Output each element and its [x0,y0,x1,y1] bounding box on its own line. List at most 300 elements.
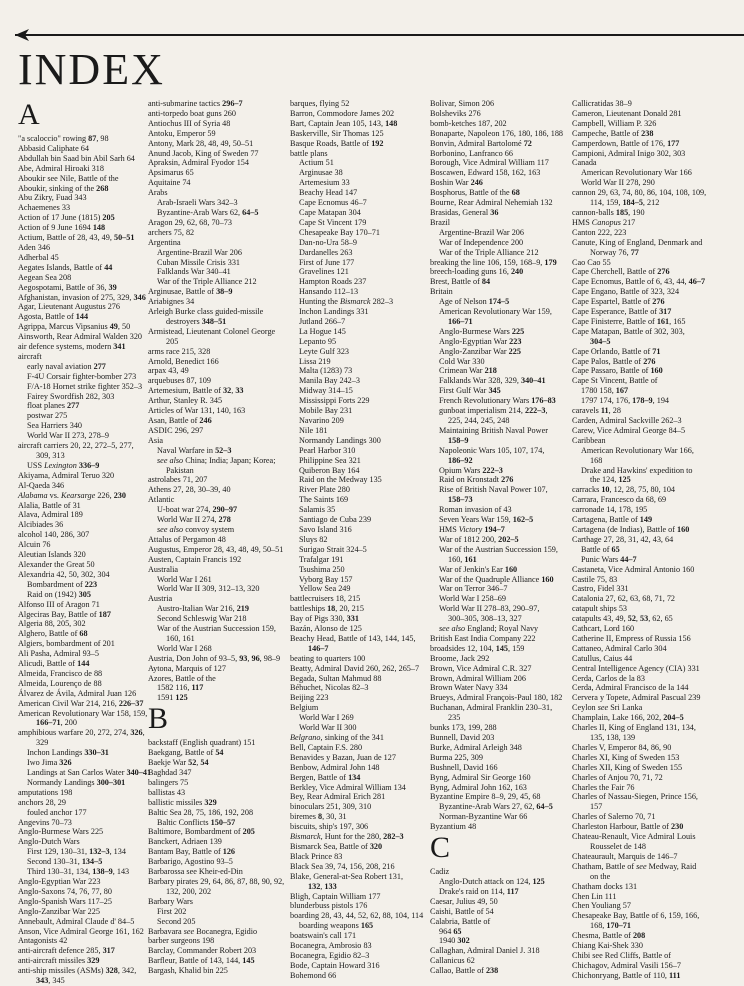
entry-text: Callanicus 62 [430,956,475,966]
entry-text: 305 [78,589,91,599]
index-entry [290,763,424,773]
entry-text: 134–5 [81,857,103,867]
index-entry [18,184,136,194]
entry-text: Age of Nelson [439,297,489,307]
entry-text: Charles of Salerno 70, 71 [572,812,656,822]
index-entry [290,961,424,971]
entry-text: Bohemond 66 [290,970,337,980]
index-subentry [572,466,732,476]
entry-text: 132 [308,881,321,891]
index-entry [18,441,136,451]
entry-text: , 134 [109,847,126,857]
entry-text: Aragon 29, 62, 68, 70–73 [148,217,232,227]
entry-text: Jutland 266–7 [299,316,346,326]
entry-text: French Revolutionary Wars [439,396,532,406]
index-entry [572,832,732,842]
entry-text: Dardanelles 263 [299,247,353,257]
entry-text: Rousselet de 148 [590,841,646,851]
index-entry-continuation [148,317,280,327]
index-entry [290,614,424,624]
entry-text: 64–5 [242,207,259,217]
entry-text: Attalus of Pergamon 48 [148,534,226,544]
entry-text: Bismarck Sea, Battle of [290,841,370,851]
entry-text: 111 [669,970,681,980]
entry-text: Adherbal 45 [18,252,59,262]
entry-text: Chen Lin 111 [572,891,617,901]
entry-text: Belgium [290,703,319,713]
entry-text: U-boat war 274, [157,505,213,515]
index-subentry [290,277,424,287]
entry-text: breech-loading guns 16, [430,267,511,277]
entry-text: Beachy Head, Battle of 143, 144, 145, [290,633,416,643]
entry-text: Agar, Lieutenant Augustus 276 [18,302,120,312]
entry-text: Artemesium 33 [299,178,350,188]
entry-text: , 190 [628,207,645,217]
entry-text: Carden, Admiral Sackville 262–3 [572,416,682,425]
entry-text: Ariabignes 34 [148,297,195,307]
entry-text: Chesma, Battle of [572,931,633,941]
entry-text: Berkley, Vice Admiral William 134 [290,782,406,792]
entry-text: , 165 [669,316,686,326]
index-entry [18,619,136,629]
index-entry [430,822,564,832]
index-entry [148,426,280,436]
index-subentry [18,847,136,857]
index-entry [572,565,732,575]
index-subentry [18,758,136,768]
entry-text: Sri Lanka [608,703,643,713]
index-entry [290,802,424,812]
index-entry-continuation [572,733,732,743]
entry-text: 65 [453,926,462,936]
entry-text: Brazil [430,217,451,227]
index-entry [572,515,732,525]
entry-text: Borbonino, Lanfranco 66 [430,148,513,158]
index-subentry [290,198,424,208]
entry-text: Charles of Anjou 70, 71, 72 [572,772,663,782]
entry-text: Cold War 330 [439,356,485,366]
index-subentry [430,565,564,575]
entry-text: 160 [504,564,518,574]
index-entry [572,792,732,802]
entry-text: 230 [671,822,684,832]
entry-text: Mobile Bay 231 [299,406,353,416]
index-entry-continuation [572,802,732,812]
index-subentry [290,248,424,258]
entry-text: Abe, Admiral Hiroaki 318 [18,163,104,173]
entry-text: 52 [188,758,197,768]
entry-text: 165 [360,921,374,931]
entry-text: Cape St Vincent 179 [299,217,367,227]
index-entry [148,867,280,877]
entry-text: 161 [464,554,477,564]
entry-text: American Revolutionary War 159, [439,307,552,317]
entry-text: Carthage 27, 28, 31, 42, 43, 64 [572,534,674,544]
index-entry [572,575,732,585]
index-subentry [290,416,424,426]
entry-text: Barbarigo, Agostino 93–5 [148,857,233,867]
index-entry-continuation [430,555,564,565]
index-entry [572,901,732,911]
entry-text: see also [439,624,466,634]
index-entry [290,119,424,129]
entry-text: Chichonryang, Battle of 110, [572,970,670,980]
entry-text: 218 [484,366,497,376]
entry-text: Barbary pirates 29, 64, 86, 87, 88, 90, 92, [148,876,285,886]
entry-text: World War I 268 [157,643,212,653]
index-entry [572,258,732,268]
entry-text: Navarino 209 [299,416,344,425]
entry-text: Articles of War 131, 140, 163 [148,406,246,416]
index-entry [572,852,732,862]
index-subentry [430,575,564,585]
entry-text: F/A-18 Hornet strike fighter 352–3 [27,381,143,391]
index-subentry [430,466,564,476]
entry-text: alcohol 140, 286, 307 [18,530,90,540]
entry-text: Dan-no-Ura 58–9 [299,237,357,247]
entry-text: World War I 258–69 [439,594,506,604]
index-entry-continuation [148,337,280,347]
entry-text: Burke, Admiral Arleigh 348 [430,742,522,752]
entry-text: Abdullah bin Saad bin Abil Sarh 64 [18,153,135,163]
index-entry [18,342,136,352]
entry-text: Cervera y Topete, Admiral Pascual 239 [572,693,701,703]
index-subentry [18,778,136,788]
entry-text: Aytona, Marquis of 127 [148,663,226,673]
entry-text: biscuits, ship's 197, 306 [290,822,369,832]
index-subentry [290,446,424,456]
entry-text: Lepanto 95 [299,336,337,346]
entry-text: Cadiz [430,867,450,877]
index-entry [148,535,280,545]
index-subentry [290,238,424,248]
index-entry [148,485,280,495]
entry-text: , [247,653,252,663]
index-entry [430,188,564,198]
entry-text: Canopus [591,217,621,227]
index-subentry [430,887,564,897]
entry-text: Normandy Landings [27,777,97,787]
entry-text: 133 [324,881,337,891]
entry-text: , 62, 65 [648,614,673,624]
entry-text: Salamis 35 [299,505,336,515]
entry-text: catapults 43, 49, [572,614,628,624]
entry-text: Alalia, Battle of 31 [18,500,81,510]
entry-text: Third 130–31, 134, [27,867,93,877]
index-subentry [148,575,280,585]
index-entry [290,951,424,961]
index-entry [290,693,424,703]
entry-text: Bocanegra, Ambrosio 83 [290,941,372,951]
index-entry-continuation [430,456,564,466]
entry-text: 39 [108,282,117,292]
index-subentry [430,386,564,396]
entry-text: Anson, Vice Admiral George 161, 162 [18,926,144,936]
entry-text: Nile 181 [299,425,328,435]
index-entry [148,327,280,337]
index-entry [572,882,732,892]
entry-text: Malta (1283) 73 [299,366,353,376]
index-entry [290,753,424,763]
index-subentry [430,396,564,406]
index-entry [572,584,732,594]
section-letter: A [18,98,40,131]
entry-text: Charles XI, King of Sweden 153 [572,752,680,762]
entry-text: , [635,614,640,624]
index-entry [18,649,136,659]
entry-text: Caesar, Julius 49, 50 [430,896,498,906]
entry-text: boarding 28, 43, 44, 52, 62, 88, 104, 114 [290,911,424,921]
entry-text: Abu Zikry, Fuad 343 [18,193,87,203]
entry-text: F-4U Corsair fighter-bomber 273 [27,371,137,381]
entry-text: Arleigh Burke class guided-missile [148,307,264,317]
index-entry [572,763,732,773]
index-entry [572,753,732,763]
index-entry-continuation [572,872,732,882]
entry-text: Chateaurault, Marquis de 146–7 [572,851,678,861]
entry-text: boarding weapons [299,921,361,931]
index-entry [430,867,564,877]
index-subentry [430,515,564,525]
entry-text: see [47,173,58,183]
entry-text: 145 [242,956,255,966]
entry-text: World War II 278–83, 290–97, [439,604,540,614]
index-entry [18,669,136,679]
entry-text: 205 [242,827,255,837]
index-entry [572,911,732,921]
index-entry [148,897,280,907]
entry-text: Byzantium 48 [430,822,477,832]
page-title: INDEX [18,45,165,94]
index-entry [572,654,732,664]
entry-text: Bargash, Khalid bin 225 [148,966,228,976]
entry-text: 317 [102,946,115,956]
index-entry [18,520,136,530]
index-entry [572,951,732,961]
index-subentry [430,812,564,822]
entry-text: Begada, Sultan Mahmud 88 [290,673,382,683]
entry-text: American Revolutionary War 158, 159, [18,708,148,718]
entry-text: Bunnell, David 203 [430,733,495,742]
entry-text: Carew, Vice Admiral George 84–5 [572,425,686,435]
entry-text: Cao Cao 55 [572,257,611,267]
entry-text: Naval Warfare in [157,445,216,455]
entry-text: Surigao Strait 324–5 [299,544,367,554]
index-subentry [572,168,732,178]
index-entry [430,783,564,793]
entry-text: World War I 269 [299,713,354,723]
entry-text: , 342, [117,966,137,976]
entry-text: Cape Espartel, Battle of [572,297,653,307]
index-entry [572,644,732,654]
index-subentry [148,446,280,456]
entry-text: 300–305, 308–13, 327 [448,614,522,624]
entry-text: , 12, 28, 75, 80, 104 [609,485,676,495]
entry-text: Cattaneo, Admiral Carlo 304 [572,643,667,653]
index-entry [572,664,732,674]
entry-text: Almeida, Francisco de 88 [18,668,103,678]
index-entry [572,208,732,218]
entry-text: American Civil War 214, 216, [18,698,119,708]
entry-text: Pakistan [166,465,194,475]
index-subentry [290,357,424,367]
entry-text: Aegean Sea 208 [18,272,72,282]
index-entry [18,897,136,907]
index-entry [18,966,136,976]
entry-text: Burma 225, 309 [430,752,483,762]
index-subentry [148,277,280,287]
entry-text: Algiers, bombardment of 201 [18,639,115,649]
entry-text: Canada [572,158,597,168]
entry-text: 238 [485,966,499,976]
entry-text: on the [590,871,611,881]
index-entry [572,188,732,198]
entry-text: Artemesium, Battle of [148,386,224,396]
entry-text: 176–83 [531,396,556,406]
entry-text: Chen Youliang 57 [572,901,631,911]
index-entry [430,109,564,119]
index-subentry [290,178,424,188]
entry-text: Cape Orlando, Battle of [572,346,653,356]
entry-text: Barfleur, Battle of 143, 144, [148,956,243,966]
index-subentry [18,381,143,392]
index-entry [148,297,280,307]
entry-text: Agosta, Battle of [18,312,76,322]
index-subentry [572,555,732,565]
entry-text: 148 [92,223,106,233]
index-entry [572,149,732,159]
index-subentry [148,248,280,258]
entry-text: Raid on Kronstadt [439,475,502,485]
entry-text: First Gulf War [439,386,489,396]
index-entry [18,788,136,798]
entry-text: Castile 75, 83 [572,574,618,584]
index-subentry [148,267,280,277]
index-entry [18,253,136,263]
entry-text: 32 [223,386,232,396]
entry-text: Anglo-Egyptian War [439,336,510,346]
entry-text: Aden 346 [18,242,51,252]
index-subentry [290,456,424,466]
entry-text: War of the Austrian Succession 159, [439,544,558,554]
index-entry [572,525,732,535]
index-subentry [430,426,564,436]
entry-text: 222–3 [524,406,546,416]
index-entry [18,144,136,154]
index-entry-continuation [18,451,136,461]
entry-text: Hampton Roads 237 [299,277,367,287]
entry-text: 168, [590,921,607,931]
entry-text: 174–5 [488,297,510,307]
entry-text: 161 [656,316,670,326]
entry-text: Banckert, Adriaen 139 [148,837,222,847]
index-entry-continuation [572,475,732,485]
entry-text: Benavides y Bazan, Juan de 127 [290,752,396,762]
entry-text: 68 [511,188,520,198]
index-subentry [290,376,424,386]
entry-text: Buchanan, Admiral Franklin 230–31, [430,703,553,713]
index-entry [572,366,732,376]
entry-text: Ceylon [572,703,598,713]
index-entry [430,208,564,218]
entry-text: ASDIC 296, 297 [148,425,204,435]
entry-text: War of the Quadruple Alliance [439,574,542,584]
index-entry-continuation [572,456,732,466]
entry-text: Raid on (1942) [27,589,79,599]
entry-text: Alexander the Great 50 [18,559,95,569]
index-subentry [430,535,564,545]
index-entry [572,139,732,149]
index-entry [572,505,732,515]
index-subentry [290,545,424,555]
entry-text: 1940 [439,936,458,946]
entry-text: Anglo-Saxons 74, 76, 77, 80 [18,886,112,896]
index-subentry [430,485,564,495]
index-entry [290,852,424,862]
index-entry [148,495,280,505]
entry-text: Barbary Wars [148,896,193,906]
entry-text: battle plans [290,148,328,158]
entry-text: anti-aircraft defence 285, [18,946,103,956]
entry-text: see [183,926,195,936]
entry-text: 309, 313 [36,451,65,460]
index-entry [148,847,280,857]
entry-text: Chesapeake Bay, Battle of 6, 159, 166, [572,911,700,921]
index-entry [290,129,424,139]
entry-text: 52 [627,614,636,624]
entry-text: Fairey Swordfish 282, 303 [27,391,115,401]
index-entry [572,783,732,793]
entry-text: Arab-Israeli Wars 342–3 [157,198,238,208]
entry-text: 340–41 [520,376,546,386]
entry-text: Antagonists 42 [18,936,68,946]
entry-text: Brown, Vice Admiral C.R. 327 [430,663,532,673]
entry-text: Alghero, Battle of [18,629,80,639]
index-entry [18,679,136,689]
index-entry [148,386,280,396]
entry-text: Midway 314–15 [299,386,353,396]
entry-text: catapult ships 53 [572,604,628,614]
entry-text: 225 [508,346,521,356]
entry-text: 33 [235,386,244,396]
index-entry [290,872,424,882]
entry-text: River Plate 280 [299,485,350,495]
entry-text: Ainsworth, Rear Admiral Walden 320 [18,332,143,342]
index-entry-continuation [290,644,424,654]
entry-text: Cape Matapan, Battle of 302, 303, [572,326,685,336]
entry-text: Philippine Sea 321 [299,455,361,465]
index-entry [290,822,424,832]
entry-text: Anglo-Burmese Wars 225 [18,827,104,837]
entry-text: Broome, Jack 292 [430,653,490,663]
entry-text: Afghanistan, invasion of 275, 329, [18,292,134,302]
entry-text: 282–3 [383,832,404,842]
index-entry [430,168,564,178]
index-entry [148,366,280,376]
index-entry [572,297,732,307]
entry-text: 93 [239,653,248,663]
index-entry [430,743,564,753]
index-subentry [148,604,280,614]
entry-text: 205 [166,336,179,346]
entry-text: Tsushima 250 [299,564,345,574]
entry-text: Boscawen, Edward 158, 162, 163 [430,168,541,178]
entry-text: Cape Engano, Battle of 323, 324 [572,287,680,297]
index-entry [430,773,564,783]
entry-text: 71 [652,346,661,356]
entry-text: Baltic Sea 28, 75, 186, 192, 208 [148,807,254,817]
index-entry [18,698,144,709]
